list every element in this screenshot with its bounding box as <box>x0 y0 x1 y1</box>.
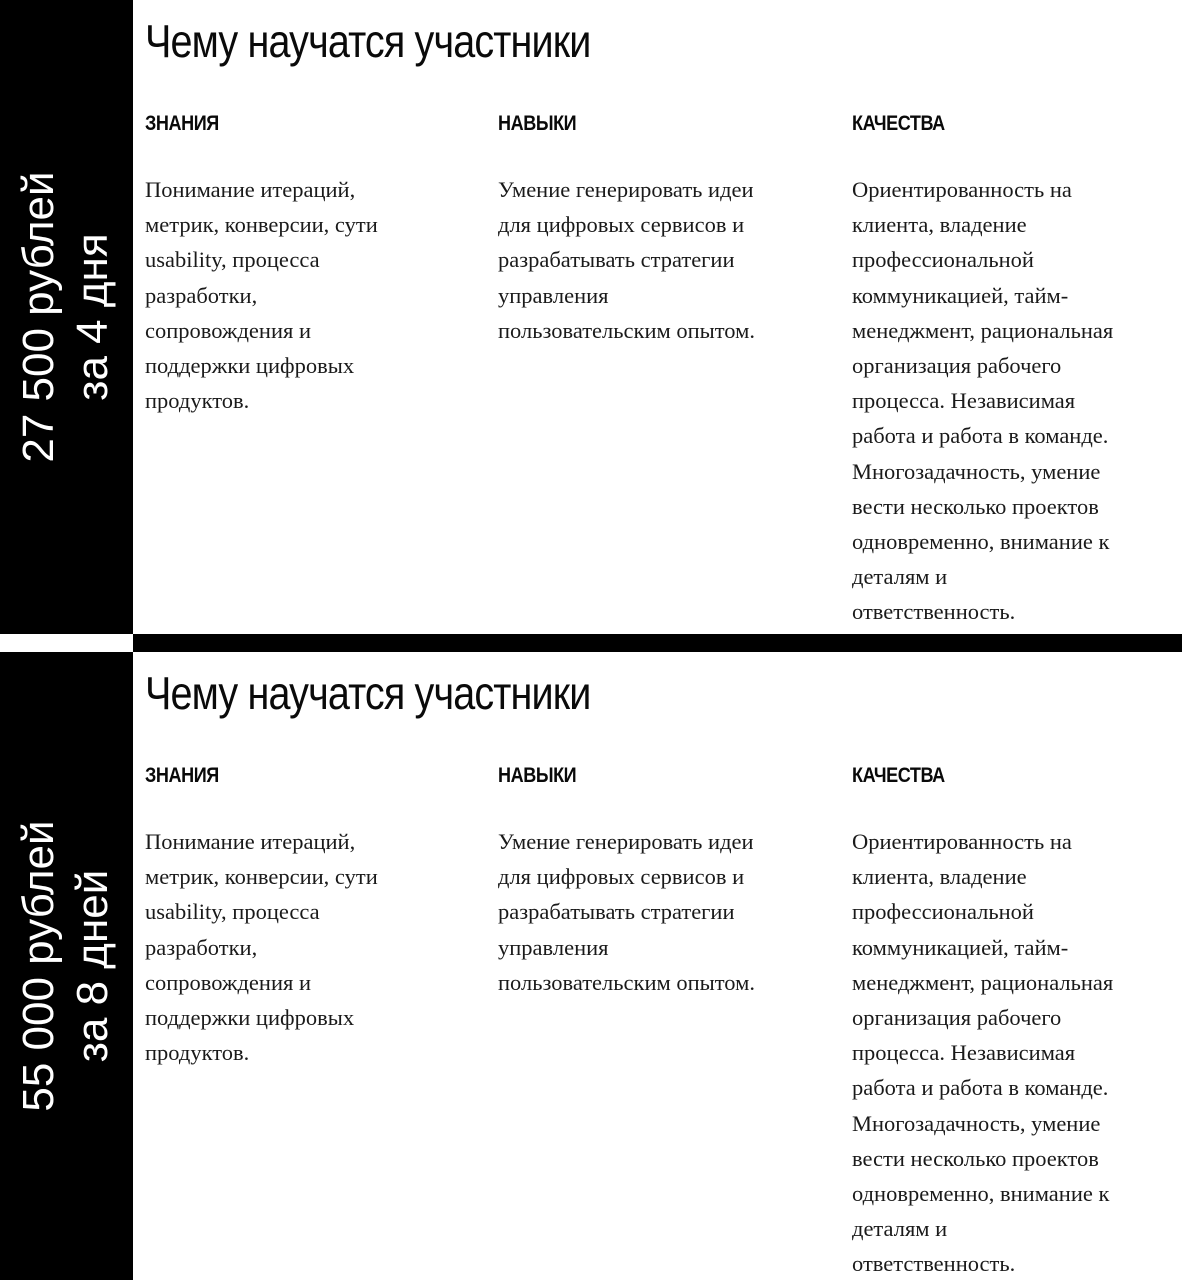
text-line: пользовательским опытом. <box>498 969 755 995</box>
text-line: Многозадачность, умение <box>852 1110 1101 1136</box>
text-line: одновременно, внимание к <box>852 529 1110 555</box>
price-label <box>12 107 120 527</box>
course-panel-4-days <box>0 0 1182 634</box>
text-line: usability, процесса <box>145 899 320 925</box>
text-line: продуктов. <box>145 1040 250 1066</box>
text-line: пользовательским опытом. <box>498 317 755 343</box>
course-panel-8-days <box>0 652 1182 1280</box>
text-line: сопровождения и <box>145 317 312 343</box>
skills-text <box>498 172 818 348</box>
price-amount: 27 500 рублей <box>14 171 63 463</box>
text-line: разрабатывать стратегии <box>498 899 735 925</box>
text-line: управления <box>498 934 609 960</box>
knowledge-heading: ЗНАНИЯ <box>145 764 219 787</box>
text-line: Многозадачность, умение <box>852 458 1101 484</box>
skills-heading: НАВЫКИ <box>498 764 577 787</box>
text-line: управления <box>498 282 609 308</box>
text-line: разработки, <box>145 282 258 308</box>
text-line: вести несколько проектов <box>852 1145 1099 1171</box>
text-line: вести несколько проектов <box>852 493 1099 519</box>
knowledge-text <box>145 172 465 418</box>
section-title: Чему научатся участники <box>145 15 591 67</box>
text-line: Понимание итераций, <box>145 829 356 854</box>
price-label <box>12 756 120 1176</box>
text-line: разрабатывать стратегии <box>498 247 735 273</box>
text-line: сопровождения и <box>145 969 312 995</box>
knowledge-text <box>145 824 465 1070</box>
text-line: разработки, <box>145 934 258 960</box>
qualities-heading: КАЧЕСТВА <box>852 112 945 135</box>
price-strip <box>0 0 133 634</box>
text-line: usability, процесса <box>145 247 320 273</box>
text-line: для цифровых сервисов и <box>498 212 745 238</box>
text-line: Умение генерировать идеи <box>498 829 754 854</box>
price-duration: за 8 дней <box>68 869 117 1063</box>
text-line: метрик, конверсии, сути <box>145 212 378 238</box>
text-line: процесса. Независимая <box>852 388 1076 414</box>
skills-text <box>498 824 818 1000</box>
text-line: организация рабочего <box>852 353 1062 379</box>
text-line: коммуникацией, тайм- <box>852 282 1069 308</box>
text-line: продуктов. <box>145 388 250 414</box>
text-line: Ориентированность на <box>852 829 1072 854</box>
text-line: ответственность. <box>852 599 1016 625</box>
panel-divider <box>0 634 1182 652</box>
text-line: метрик, конверсии, сути <box>145 864 378 890</box>
text-line: одновременно, внимание к <box>852 1181 1110 1207</box>
text-line: работа и работа в команде. <box>852 1075 1109 1101</box>
text-line: клиента, владение <box>852 212 1027 238</box>
qualities-heading: КАЧЕСТВА <box>852 764 945 787</box>
text-line: для цифровых сервисов и <box>498 864 745 890</box>
text-line: работа и работа в команде. <box>852 423 1109 449</box>
text-line: профессиональной <box>852 247 1034 273</box>
qualities-column <box>852 764 1172 1282</box>
text-line: процесса. Независимая <box>852 1040 1076 1066</box>
text-line: деталям и <box>852 564 948 590</box>
price-amount: 55 000 рублей <box>14 820 63 1112</box>
text-line: Понимание итераций, <box>145 177 356 202</box>
price-strip <box>0 652 133 1280</box>
text-line: менеджмент, рациональная <box>852 969 1114 995</box>
price-duration: за 4 дня <box>68 233 117 401</box>
skills-heading: НАВЫКИ <box>498 112 577 135</box>
qualities-text <box>852 172 1172 630</box>
text-line: Ориентированность на <box>852 177 1072 202</box>
text-line: ответственность. <box>852 1251 1016 1277</box>
qualities-column <box>852 112 1172 630</box>
qualities-text <box>852 824 1172 1282</box>
text-line: Умение генерировать идеи <box>498 177 754 202</box>
knowledge-column <box>145 764 465 1070</box>
divider-bar <box>133 634 1182 652</box>
text-line: деталям и <box>852 1216 948 1242</box>
text-line: профессиональной <box>852 899 1034 925</box>
text-line: поддержки цифровых <box>145 353 355 379</box>
skills-column <box>498 112 818 348</box>
text-line: поддержки цифровых <box>145 1005 355 1031</box>
text-line: коммуникацией, тайм- <box>852 934 1069 960</box>
text-line: менеджмент, рациональная <box>852 317 1114 343</box>
text-line: организация рабочего <box>852 1005 1062 1031</box>
skills-column <box>498 764 818 1000</box>
knowledge-heading: ЗНАНИЯ <box>145 112 219 135</box>
text-line: клиента, владение <box>852 864 1027 890</box>
section-title: Чему научатся участники <box>145 667 591 719</box>
knowledge-column <box>145 112 465 418</box>
